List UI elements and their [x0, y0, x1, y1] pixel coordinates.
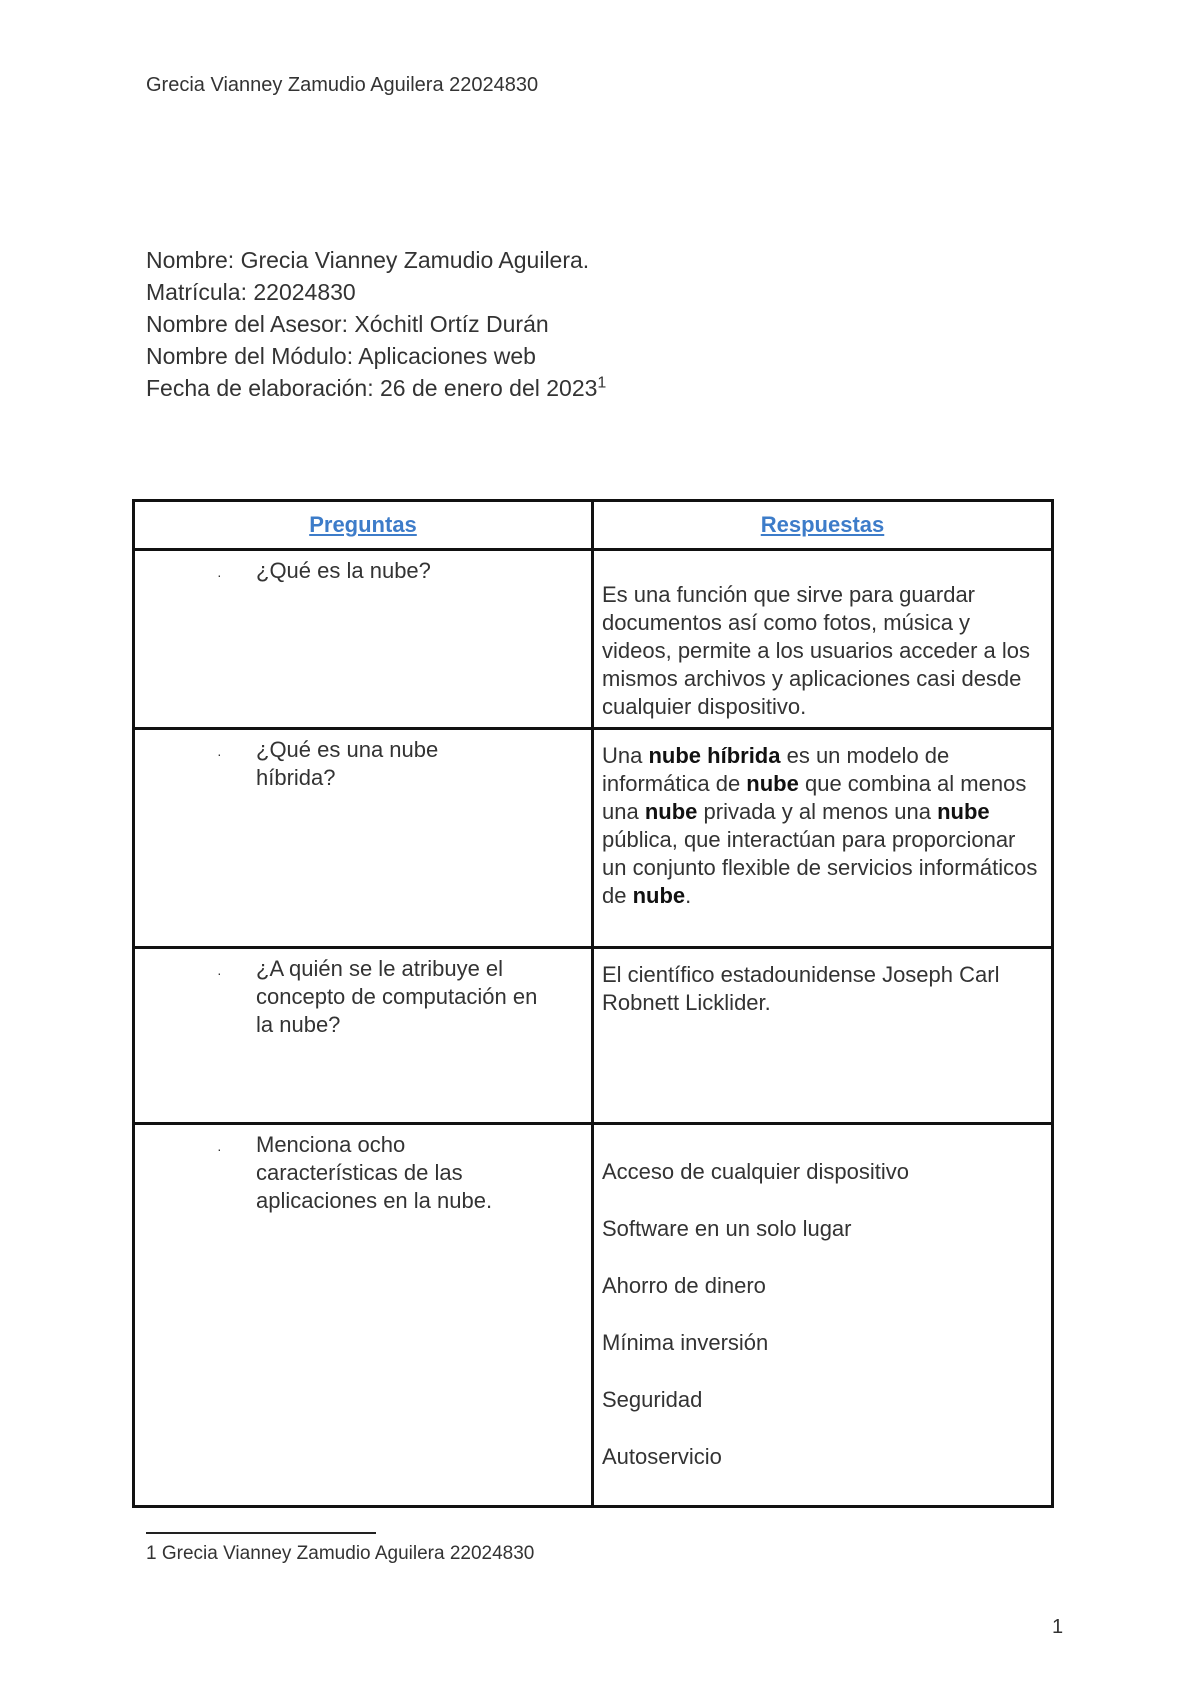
- question-text: ¿A quién se le atribuye el concepto de computación en la nube?: [256, 956, 538, 1037]
- table-header-row: [134, 501, 1053, 550]
- bold-term: nube: [644, 799, 698, 824]
- question-cell: [134, 729, 593, 948]
- list-item: Acceso de cualquier dispositivo: [602, 1159, 909, 1184]
- date-text: Fecha de elaboración: 26 de enero del 2023: [146, 375, 598, 401]
- answer-cell: [593, 550, 1053, 729]
- bold-term: nube: [746, 771, 799, 796]
- answer-cell: [593, 948, 1053, 1124]
- header-respuestas: Respuestas: [593, 501, 1053, 550]
- bullet: ·: [217, 965, 222, 981]
- question-text: Menciona ocho características de las aplicaciones en la nube.: [256, 1132, 493, 1213]
- student-id: Matrícula: 22024830: [146, 279, 356, 305]
- question-cell: [134, 550, 593, 729]
- bullet: ·: [217, 567, 222, 583]
- answer-cell: [593, 1124, 1053, 1507]
- footnote-separator: [146, 1532, 376, 1534]
- list-item: Autoservicio: [602, 1444, 722, 1469]
- question-cell: [134, 1124, 593, 1507]
- table-row: [134, 1124, 1053, 1507]
- list-item: Seguridad: [602, 1387, 703, 1412]
- page-number: 1: [1052, 1616, 1064, 1638]
- advisor-name: Nombre del Asesor: Xóchitl Ortíz Durán: [146, 311, 549, 337]
- features-list: [602, 1125, 1043, 1471]
- list-item: Mínima inversión: [602, 1330, 769, 1355]
- table-row: [134, 948, 1053, 1124]
- bold-term: nube: [632, 883, 686, 908]
- footnote-reference: 1: [597, 374, 607, 392]
- list-item: Ahorro de dinero: [602, 1273, 766, 1298]
- header-preguntas: Preguntas: [134, 501, 593, 550]
- bullet: ·: [217, 1141, 222, 1157]
- bold-term: nube híbrida: [648, 743, 781, 768]
- answer-text: Es una función que sirve para guardar documentos así como fotos, música y videos, permite a los usuarios acceder a los mismos archivos y aplicaciones casi desde cualquier dispositivo.: [602, 582, 1030, 719]
- date-line: [146, 372, 606, 404]
- question-cell: [134, 948, 593, 1124]
- student-info: [146, 244, 606, 404]
- qa-table: [132, 499, 1054, 1508]
- table-row: [134, 729, 1053, 948]
- footnote-text: 1 Grecia Vianney Zamudio Aguilera 22024830: [146, 1543, 535, 1564]
- answer-text: El científico estadounidense Joseph Carl Robnett Licklider.: [602, 962, 1000, 1015]
- question-text: ¿Qué es la nube?: [256, 558, 431, 583]
- answer-text: Una nube híbrida es un modelo de informática de nube que combina al menos una nube privada y al menos una nube pública, que interactúan para proporcionar un conjunto flexible de servicios informáticos de nube.: [602, 743, 1038, 908]
- bold-term: nube: [937, 799, 990, 824]
- module-name: Nombre del Módulo: Aplicaciones web: [146, 343, 536, 369]
- bullet: ·: [217, 746, 222, 762]
- page-header: Grecia Vianney Zamudio Aguilera 22024830: [146, 74, 539, 96]
- table-row: [134, 550, 1053, 729]
- answer-cell: [593, 729, 1053, 948]
- student-name: Nombre: Grecia Vianney Zamudio Aguilera.: [146, 247, 590, 273]
- question-text: ¿Qué es una nube híbrida?: [256, 737, 439, 790]
- list-item: Software en un solo lugar: [602, 1216, 852, 1241]
